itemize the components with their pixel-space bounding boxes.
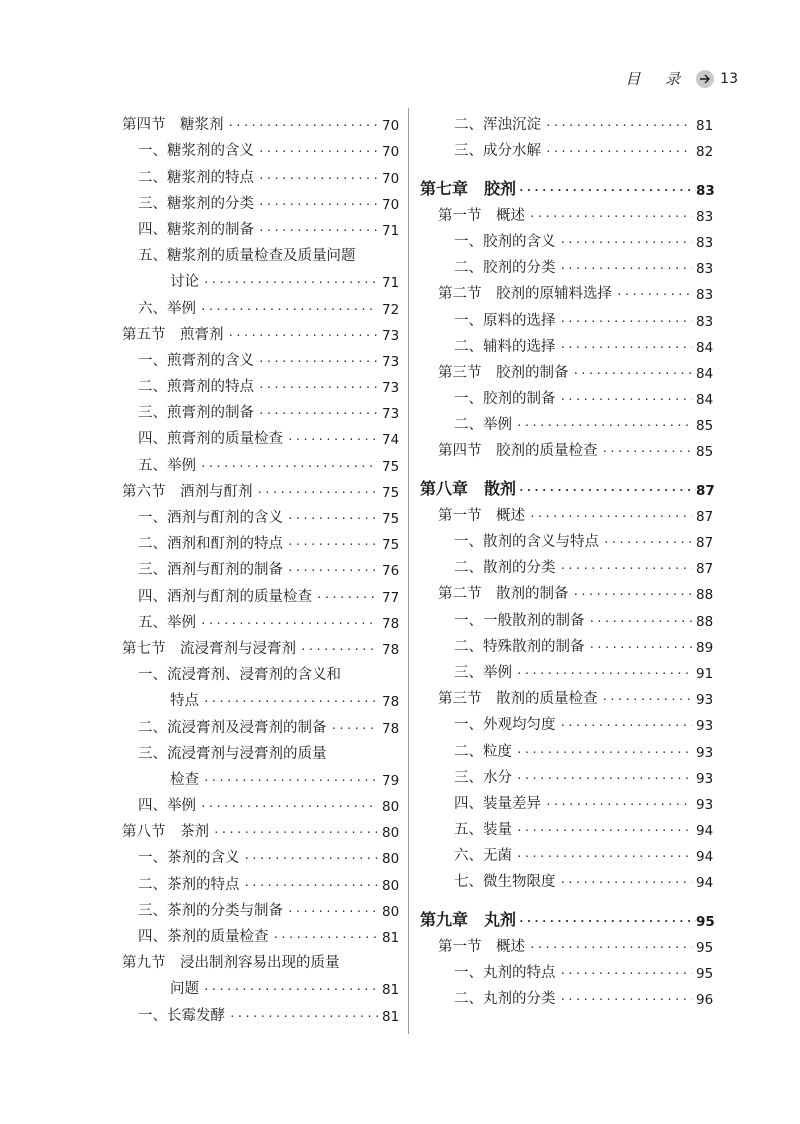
toc-entry-title: 第四节 糖浆剂 xyxy=(122,117,224,134)
toc-entry-row xyxy=(420,865,712,891)
toc-entry-page: 94 xyxy=(696,849,714,866)
toc-entry-page: 95 xyxy=(696,939,714,956)
toc-entry-title: 第一节 概述 xyxy=(438,938,525,955)
toc-entry-row xyxy=(420,134,712,160)
toc-entry-row xyxy=(122,370,398,396)
toc-entry-row xyxy=(122,187,398,213)
toc-entry-row xyxy=(122,318,398,344)
column-divider xyxy=(408,108,409,1034)
toc-entry-page: 75 xyxy=(382,537,400,554)
toc-entry-page: 87 xyxy=(696,482,715,499)
dot-leader xyxy=(545,144,692,160)
toc-entry-page: 73 xyxy=(382,406,400,423)
toc-entry-page: 81 xyxy=(382,982,400,999)
toc-entry-title: 第七节 流浸膏剂与浸膏剂 xyxy=(122,640,296,657)
dot-leader xyxy=(529,209,692,225)
toc-entry-row xyxy=(420,225,712,251)
toc-entry-row xyxy=(122,815,398,841)
toc-entry-row xyxy=(420,551,712,577)
toc-entry-row xyxy=(420,382,712,408)
dot-leader xyxy=(560,875,693,891)
toc-entry-row xyxy=(420,251,712,277)
toc-entry-page: 84 xyxy=(696,365,714,382)
dot-leader xyxy=(518,183,696,199)
dot-leader xyxy=(602,444,693,460)
toc-entry-title: 第五节 煎膏剂 xyxy=(122,326,224,343)
dot-leader xyxy=(258,406,378,422)
dot-leader xyxy=(300,642,378,658)
toc-entry-page: 85 xyxy=(696,418,714,435)
dot-leader xyxy=(589,614,693,630)
toc-entry-row xyxy=(122,448,398,474)
toc-entry-row xyxy=(420,630,712,656)
toc-entry-page: 84 xyxy=(696,392,714,409)
toc-entry-title: 三、煎膏剂的制备 xyxy=(138,405,254,422)
toc-entry-title: 一、一般散剂的制备 xyxy=(454,612,585,629)
toc-entry-row xyxy=(122,553,398,579)
toc-entry-title: 第三节 胶剂的制备 xyxy=(438,364,569,381)
toc-entry-row xyxy=(122,475,398,501)
dot-leader xyxy=(516,418,692,434)
dot-leader xyxy=(258,354,378,370)
dot-leader xyxy=(244,878,379,894)
toc-entry-page: 93 xyxy=(696,692,714,709)
toc-entry-page: 73 xyxy=(382,327,400,344)
toc-entry-page: 73 xyxy=(382,353,400,370)
dot-leader xyxy=(602,692,693,708)
dot-leader xyxy=(258,223,378,239)
toc-entry-row xyxy=(420,434,712,460)
dot-leader xyxy=(228,328,379,344)
dot-leader xyxy=(560,561,693,577)
dot-leader xyxy=(560,718,693,734)
toc-entry-page: 94 xyxy=(696,875,714,892)
toc-entry-row xyxy=(420,708,712,734)
toc-entry-title: 第八节 茶剂 xyxy=(122,824,209,841)
toc-left-column xyxy=(122,108,398,1025)
page-number: 13 xyxy=(720,70,738,87)
toc-entry-page: 87 xyxy=(696,561,714,578)
toc-entry-page: 75 xyxy=(382,484,400,501)
toc-entry-title: 一、丸剂的特点 xyxy=(454,965,556,981)
toc-entry-row xyxy=(420,956,712,982)
dot-leader xyxy=(258,380,378,396)
dot-leader xyxy=(616,287,692,303)
toc-entry-row xyxy=(420,356,712,382)
toc-entry-page: 96 xyxy=(696,992,714,1009)
toc-entry-title: 五、糖浆剂的质量检查及质量问题 xyxy=(138,248,356,265)
dot-leader xyxy=(603,535,692,551)
dot-leader xyxy=(258,171,378,187)
toc-entry-row xyxy=(420,930,712,956)
toc-entry-title: 第六节 酒剂与酊剂 xyxy=(122,483,253,500)
toc-entry-title: 第八章 散剂 xyxy=(420,478,517,498)
toc-entry-title: 一、流浸膏剂、浸膏剂的含义和 xyxy=(138,667,341,684)
dot-leader xyxy=(331,721,379,737)
toc-entry-title: 三、糖浆剂的分类 xyxy=(138,195,254,212)
toc-entry-title: 一、糖浆剂的含义 xyxy=(138,143,254,160)
dot-leader xyxy=(516,771,692,787)
toc-entry-page: 70 xyxy=(382,118,400,135)
toc-entry-title: 三、流浸膏剂与浸膏剂的质量 xyxy=(138,745,327,762)
toc-entry-row xyxy=(420,982,712,1008)
toc-entry-row xyxy=(420,734,712,760)
toc-entry-page: 70 xyxy=(382,196,400,213)
toc-entry-title: 四、糖浆剂的制备 xyxy=(138,221,254,238)
toc-entry-title: 二、糖浆剂的特点 xyxy=(138,169,254,186)
toc-entry-page: 79 xyxy=(382,772,400,789)
toc-entry-row xyxy=(122,894,398,920)
toc-entry-page: 78 xyxy=(382,615,400,632)
toc-entry-title: 三、成分水解 xyxy=(454,143,541,160)
dot-leader xyxy=(560,966,693,982)
toc-entry-title: 一、原料的选择 xyxy=(454,312,556,329)
dot-leader xyxy=(287,432,378,448)
toc-entry-row xyxy=(122,606,398,632)
toc-entry-row xyxy=(420,839,712,865)
toc-entry-row xyxy=(122,658,398,684)
toc-entry-row xyxy=(122,789,398,815)
toc-entry-page: 70 xyxy=(382,144,400,161)
dot-leader xyxy=(516,823,692,839)
toc-entry-title: 二、胶剂的分类 xyxy=(454,260,556,277)
dot-leader xyxy=(203,773,378,789)
dot-leader xyxy=(529,940,692,956)
toc-entry-page: 89 xyxy=(696,639,714,656)
toc-entry-page: 78 xyxy=(382,694,400,711)
toc-entry-row xyxy=(122,632,398,658)
toc-entry-row xyxy=(122,946,398,972)
toc-entry-page: 80 xyxy=(382,825,400,842)
toc-entry-title: 一、胶剂的制备 xyxy=(454,391,556,408)
toc-entry-page: 94 xyxy=(696,823,714,840)
dot-leader xyxy=(200,616,378,632)
toc-entry-title: 三、酒剂与酊剂的制备 xyxy=(138,562,283,579)
toc-entry-title: 一、散剂的含义与特点 xyxy=(454,534,599,550)
toc-entry-title: 五、装量 xyxy=(454,822,512,839)
toc-chapter-row xyxy=(420,903,715,930)
toc-entry-title: 四、煎膏剂的质量检查 xyxy=(138,431,283,448)
toc-entry-title: 二、辅料的选择 xyxy=(454,338,556,355)
toc-entry-title: 二、流浸膏剂及浸膏剂的制备 xyxy=(138,719,327,736)
toc-entry-page: 81 xyxy=(696,118,714,135)
toc-entry-row xyxy=(122,998,398,1024)
toc-entry-row xyxy=(122,396,398,422)
toc-entry-title: 二、酒剂和酊剂的特点 xyxy=(138,536,283,553)
toc-entry-title: 检查 xyxy=(170,771,199,788)
toc-entry-row xyxy=(122,684,398,710)
toc-entry-page: 93 xyxy=(696,744,714,761)
toc-chapter-row xyxy=(420,472,715,499)
dot-leader xyxy=(287,904,378,920)
toc-entry-title: 第三节 散剂的质量检查 xyxy=(438,691,598,708)
dot-leader xyxy=(516,666,692,682)
toc-entry-page: 78 xyxy=(382,641,400,658)
toc-entry-page: 77 xyxy=(382,589,400,606)
dot-leader xyxy=(244,851,379,867)
dot-leader xyxy=(203,694,378,710)
dot-leader xyxy=(287,511,378,527)
toc-entry-title: 二、粒度 xyxy=(454,743,512,760)
toc-entry-title: 二、煎膏剂的特点 xyxy=(138,379,254,396)
toc-entry-page: 87 xyxy=(696,535,714,551)
toc-entry-row xyxy=(420,330,712,356)
toc-entry-title: 四、举例 xyxy=(138,798,196,815)
toc-entry-page: 81 xyxy=(382,930,400,946)
toc-entry-page: 70 xyxy=(382,170,400,187)
toc-entry-page: 93 xyxy=(696,796,714,813)
dot-leader xyxy=(287,537,378,553)
toc-entry-row xyxy=(122,239,398,265)
toc-chapter-row xyxy=(420,172,715,199)
toc-entry-row xyxy=(122,867,398,893)
toc-entry-page: 74 xyxy=(382,432,400,449)
toc-entry-row xyxy=(420,682,712,708)
toc-entry-title: 二、浑浊沉淀 xyxy=(454,117,541,134)
toc-entry-title: 第二节 胶剂的原辅料选择 xyxy=(438,286,612,303)
page-header xyxy=(625,68,738,89)
dot-leader xyxy=(518,914,696,930)
dot-leader xyxy=(516,745,692,761)
toc-entry-row xyxy=(420,303,712,329)
toc-entry-row xyxy=(420,787,712,813)
toc-entry-page: 91 xyxy=(696,665,714,682)
toc-entry-title: 问题 xyxy=(170,981,199,998)
toc-entry-row xyxy=(122,134,398,160)
dot-leader xyxy=(589,640,693,656)
toc-entry-row xyxy=(122,265,398,291)
toc-entry-title: 二、散剂的分类 xyxy=(454,560,556,577)
toc-entry-title: 六、无菌 xyxy=(454,848,512,865)
arrow-right-icon xyxy=(696,70,714,88)
toc-entry-page: 82 xyxy=(696,144,714,161)
toc-entry-title: 四、茶剂的质量检查 xyxy=(138,929,269,945)
toc-entry-page: 80 xyxy=(382,903,400,920)
toc-entry-row xyxy=(420,199,712,225)
toc-entry-page: 83 xyxy=(696,208,714,225)
dot-leader xyxy=(560,314,693,330)
dot-leader xyxy=(229,1009,378,1025)
toc-entry-title: 一、外观均匀度 xyxy=(454,717,556,734)
toc-entry-title: 三、茶剂的分类与制备 xyxy=(138,902,283,919)
toc-entry-title: 讨论 xyxy=(170,274,199,291)
toc-entry-title: 二、特殊散剂的制备 xyxy=(454,638,585,655)
toc-entry-title: 二、丸剂的分类 xyxy=(454,991,556,1008)
toc-entry-page: 83 xyxy=(696,261,714,278)
toc-entry-title: 一、胶剂的含义 xyxy=(454,233,556,250)
toc-entry-row xyxy=(420,813,712,839)
toc-entry-row xyxy=(122,108,398,134)
toc-entry-page: 78 xyxy=(382,720,400,737)
toc-entry-page: 71 xyxy=(382,222,400,239)
toc-entry-row xyxy=(122,527,398,553)
dot-leader xyxy=(273,930,379,946)
toc-entry-row xyxy=(420,656,712,682)
toc-entry-row xyxy=(122,213,398,239)
toc-entry-title: 第九章 丸剂 xyxy=(420,909,517,929)
dot-leader xyxy=(203,982,378,998)
dot-leader xyxy=(573,587,693,603)
toc-entry-title: 第四节 胶剂的质量检查 xyxy=(438,443,598,460)
toc-entry-row xyxy=(122,160,398,186)
dot-leader xyxy=(203,275,378,291)
toc-entry-title: 五、举例 xyxy=(138,614,196,631)
toc-entry-row xyxy=(420,525,712,551)
dot-leader xyxy=(545,118,692,134)
dot-leader xyxy=(518,483,696,499)
toc-entry-page: 75 xyxy=(382,511,400,527)
toc-entry-page: 83 xyxy=(696,182,715,199)
toc-entry-page: 84 xyxy=(696,339,714,356)
toc-entry-row xyxy=(122,737,398,763)
toc-entry-title: 特点 xyxy=(170,693,199,710)
toc-entry-page: 88 xyxy=(696,587,714,604)
toc-entry-title: 一、茶剂的含义 xyxy=(138,850,240,867)
toc-entry-row xyxy=(122,501,398,527)
dot-leader xyxy=(213,825,378,841)
arrow-right-icon-glyph xyxy=(699,73,711,85)
toc-entry-row xyxy=(420,603,712,629)
toc-entry-page: 76 xyxy=(382,563,400,580)
toc-entry-page: 88 xyxy=(696,613,714,630)
dot-leader xyxy=(529,509,692,525)
toc-entry-page: 93 xyxy=(696,770,714,787)
dot-leader xyxy=(200,459,378,475)
toc-entry-row xyxy=(122,710,398,736)
dot-leader xyxy=(258,197,378,213)
dot-leader xyxy=(258,144,378,160)
dot-leader xyxy=(560,392,693,408)
dot-leader xyxy=(516,849,692,865)
toc-entry-page: 75 xyxy=(382,458,400,475)
dot-leader xyxy=(228,118,379,134)
toc-entry-page: 83 xyxy=(696,313,714,330)
toc-entry-page: 95 xyxy=(696,913,715,930)
toc-entry-page: 87 xyxy=(696,508,714,525)
toc-entry-page: 83 xyxy=(696,287,714,304)
toc-entry-page: 80 xyxy=(382,799,400,816)
toc-entry-title: 一、煎膏剂的含义 xyxy=(138,352,254,369)
toc-right-column xyxy=(420,108,715,1009)
dot-leader xyxy=(560,235,693,251)
toc-entry-page: 73 xyxy=(382,380,400,397)
dot-leader xyxy=(200,799,378,815)
dot-leader xyxy=(316,590,378,606)
toc-entry-title: 七、微生物限度 xyxy=(454,874,556,891)
toc-entry-title: 第七章 胶剂 xyxy=(420,178,517,198)
dot-leader xyxy=(257,485,379,501)
header-title: 目 录 xyxy=(625,70,691,88)
dot-leader xyxy=(560,261,693,277)
toc-entry-page: 80 xyxy=(382,877,400,894)
toc-entry-row xyxy=(122,972,398,998)
toc-entry-page: 95 xyxy=(696,966,714,982)
dot-leader xyxy=(560,992,693,1008)
toc-entry-page: 80 xyxy=(382,851,400,868)
dot-leader xyxy=(573,366,693,382)
toc-entry-page: 81 xyxy=(382,1008,400,1025)
toc-entry-title: 四、装量差异 xyxy=(454,795,541,812)
toc-entry-page: 93 xyxy=(696,718,714,735)
toc-entry-page: 85 xyxy=(696,444,714,461)
toc-entry-title: 三、举例 xyxy=(454,664,512,681)
toc-entry-row xyxy=(420,108,712,134)
toc-entry-row xyxy=(122,841,398,867)
dot-leader xyxy=(287,563,378,579)
toc-entry-row xyxy=(420,408,712,434)
toc-entry-row xyxy=(420,577,712,603)
toc-entry-title: 第一节 概述 xyxy=(438,207,525,224)
toc-entry-title: 第二节 散剂的制备 xyxy=(438,586,569,603)
toc-entry-title: 一、长霉发酵 xyxy=(138,1007,225,1024)
toc-entry-page: 71 xyxy=(382,275,400,292)
toc-entry-row xyxy=(122,422,398,448)
toc-entry-row xyxy=(122,291,398,317)
toc-entry-title: 第一节 概述 xyxy=(438,507,525,524)
toc-entry-row xyxy=(420,277,712,303)
toc-entry-page: 72 xyxy=(382,301,400,318)
toc-entry-row xyxy=(420,761,712,787)
dot-leader xyxy=(545,797,692,813)
toc-entry-title: 第九节 浸出制剂容易出现的质量 xyxy=(122,955,340,972)
toc-entry-page: 83 xyxy=(696,234,714,251)
toc-entry-title: 二、茶剂的特点 xyxy=(138,876,240,893)
toc-entry-title: 三、水分 xyxy=(454,769,512,786)
toc-entry-row xyxy=(420,499,712,525)
toc-entry-title: 四、酒剂与酊剂的质量检查 xyxy=(138,588,312,605)
toc-entry-title: 二、举例 xyxy=(454,417,512,434)
toc-entry-row xyxy=(122,579,398,605)
toc-entry-row xyxy=(122,920,398,946)
toc-entry-title: 六、举例 xyxy=(138,300,196,317)
toc-entry-title: 五、举例 xyxy=(138,457,196,474)
toc-entry-title: 一、酒剂与酊剂的含义 xyxy=(138,510,283,526)
dot-leader xyxy=(200,302,378,318)
toc-entry-row xyxy=(122,344,398,370)
dot-leader xyxy=(560,340,693,356)
toc-entry-row xyxy=(122,763,398,789)
